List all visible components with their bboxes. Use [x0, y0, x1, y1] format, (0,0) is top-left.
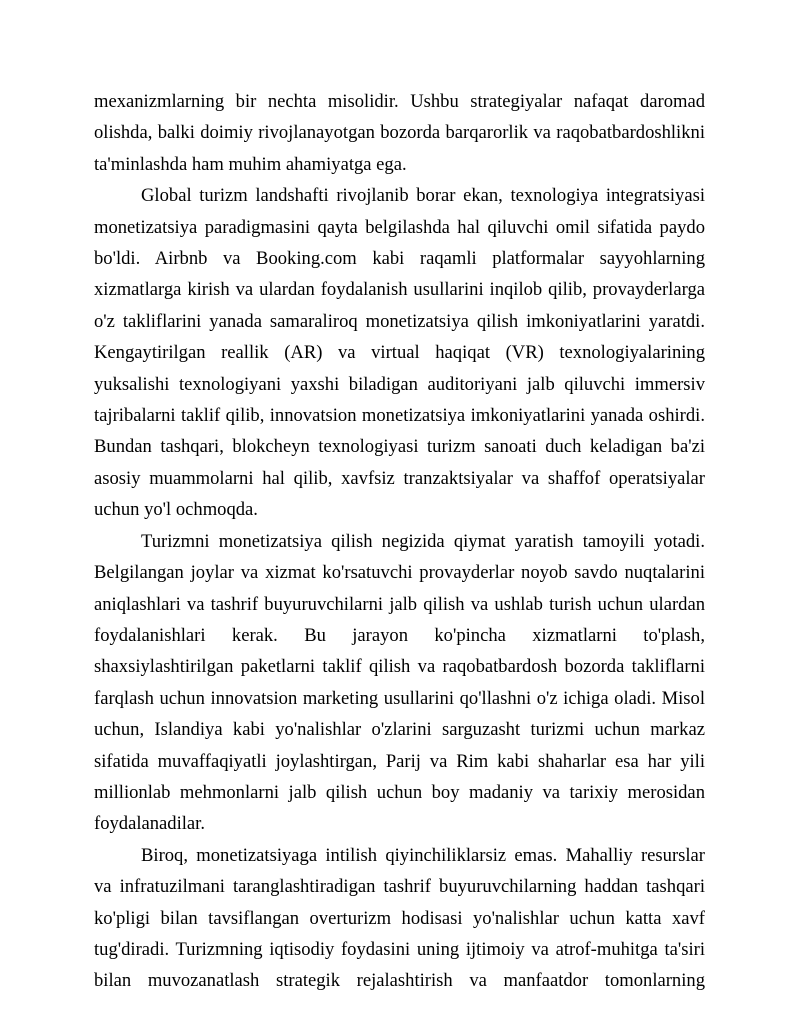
paragraph: Biroq, monetizatsiyaga intilish qiyinchiliklarsiz emas. Mahalliy resurslar va infratuzilmani taranglashtiradigan tashrif buyuruvchilarning haddan tashqari ko'pligi bilan tavsiflangan overturizm hodisasi yo'nalishlar uchun katta xavf tug'diradi. Turizmning iqtisodiy foydasini uning ijtimoiy va atrof-muhitga ta'siri bilan muvozanatlash strategik rejalashtirish va manfaatdor tomonlarning	[94, 844, 705, 992]
paragraph: Global turizm landshafti rivojlanib borar ekan, texnologiya integratsiyasi monetizatsiya paradigmasini qayta belgilashda hal qiluvchi omil sifatida paydo bo'ldi. Airbnb va Booking.com kabi raqamli platformalar sayyohlarning xizmatlarga kirish va ulardan foydalanish usullarini inqilob qilib, provayderlarga o'z takliflarini yanada samaraliroq monetizatsiya qilish imkoniyatlarini yaratdi. Kengaytirilgan reallik (AR) va virtual haqiqat (VR) texnologiyalarining yuksalishi texnologiyani yaxshi biladigan auditoriyani jalb qiluvchi immersiv tajribalarni taklif qilib, innovatsion monetizatsiya imkoniyatlarini yanada oshirdi. Bundan tashqari, blokcheyn texnologiyasi turizm sanoati duch keladigan ba'zi asosiy muammolarni hal qilib, xavfsiz tranzaktsiyalar va shaffof operatsiyalar uchun yo'l ochmoqda.	[94, 185, 705, 521]
paragraph: mexanizmlarning bir nechta misolidir. Ushbu strategiyalar nafaqat daromad olishda, balki doimiy rivojlanayotgan bozorda barqarorlik va raqobatbardoshlikni ta'minlashda ham muhim ahamiyatga ega.	[94, 91, 705, 175]
paragraph: Turizmni monetizatsiya qilish negizida qiymat yaratish tamoyili yotadi. Belgilangan joylar va xizmat ko'rsatuvchi provayderlar noyob savdo nuqtalarini aniqlashlari va tashrif buyuruvchilarni jalb qilish va ushlab turish uchun ulardan foydalanishlari kerak. Bu jarayon ko'pincha xizmatlarni to'plash, shaxsiylashtirilgan paketlarni taklif qilish va raqobatbardosh bozorda takliflarni farqlash uchun innovatsion marketing usullarini qo'llashni o'z ichiga oladi. Misol uchun, Islandiya kabi yo'nalishlar o'zlarini sarguzasht turizmi uchun markaz sifatida muvaffaqiyatli joylashtirgan, Parij va Rim kabi shaharlar esa har yili millionlab mehmonlarni jalb qilish uchun boy madaniy va tarixiy merosidan foydalanadilar.	[94, 530, 705, 835]
